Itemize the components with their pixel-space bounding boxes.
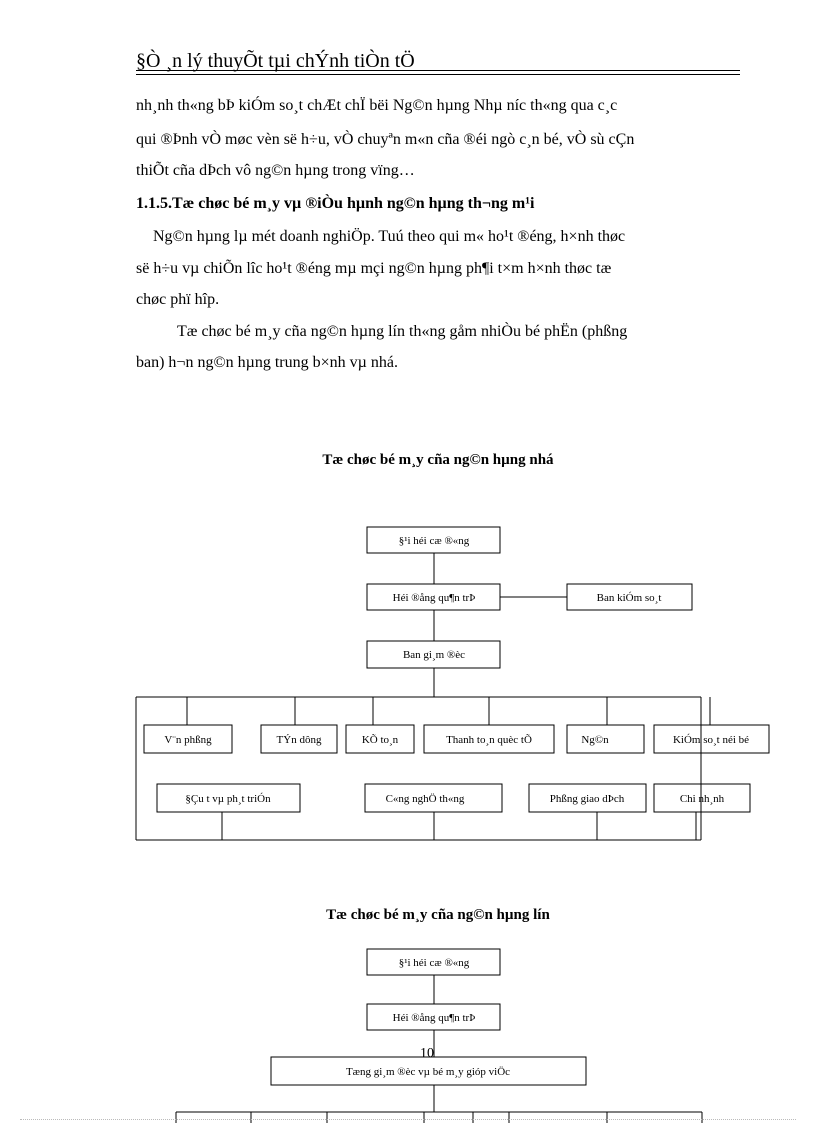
- board-box: Héi ®ång qu¶n trÞ: [392, 1012, 476, 1024]
- department-box: V¨n phßng: [164, 734, 212, 746]
- org-chart-large-title: Tæ chøc bé m¸y cña ng©n hµng lín: [326, 907, 550, 923]
- board-box: Héi ®ång qu¶n trÞ: [392, 592, 476, 604]
- body-line: nh¸nh th«ng bÞ kiÓm so¸t chÆt chÏ bëi Ng©n hµng Nhµ níc th«ng qua c¸c: [136, 97, 618, 114]
- department-box: C«ng nghÖ th«ng: [385, 793, 465, 805]
- page-bottom-border: [20, 1119, 796, 1120]
- department-box: KÕ to¸n: [361, 734, 399, 746]
- department-box: Phßng giao dÞch: [549, 793, 625, 805]
- paragraph-line: ban) h¬n ng©n hµng trung b×nh vµ nhá.: [136, 354, 398, 371]
- department-box: Chi nh¸nh: [679, 793, 725, 805]
- shareholders-box: §¹i héi cæ ®«ng: [398, 957, 470, 969]
- department-box: §Çu t vµ ph¸t triÓn: [185, 793, 271, 805]
- paragraph-line: Tæ chøc bé m¸y cña ng©n hµng lín th«ng gåm nhiÒu bé phËn (phßng: [177, 323, 628, 340]
- body-line: qui ®Þnh vÒ møc vèn së h÷u, vÒ chuyªn m«n cña ®éi ngò c¸n bé, vÒ sù cÇn: [136, 131, 635, 148]
- general-director-box: Tæng gi¸m ®èc vµ bé m¸y gióp viÖc: [345, 1066, 511, 1078]
- department-box: KiÓm so¸t néi bé: [672, 734, 750, 746]
- supervisory-board-box: Ban kiÓm so¸t: [596, 592, 662, 604]
- department-box: TÝn dông: [276, 734, 322, 746]
- paragraph-line: së h÷u vµ chiÕn lîc ho¹t ®éng mµ mçi ng©n hµng ph¶i t×m h×nh thøc tæ: [136, 260, 612, 277]
- page-number: 10: [420, 1046, 434, 1061]
- paragraph-line: Ng©n hµng lµ mét doanh nghiÖp. Tuú theo qui m« ho¹t ®éng, h×nh thøc: [153, 228, 626, 245]
- section-heading: 1.1.5.Tæ chøc bé m¸y vµ ®iÒu hµnh ng©n hµng th¬ng m¹i: [136, 195, 535, 212]
- directors-box: Ban gi¸m ®èc: [402, 649, 466, 661]
- department-box: Thanh to¸n quèc tÕ: [446, 734, 532, 746]
- page-header-title: §Ò ¸n lý thuyÕt tµi chÝnh tiÒn tÖ: [136, 50, 415, 72]
- paragraph-line: chøc phï hîp.: [136, 291, 220, 308]
- department-box: Ng©n: [581, 734, 609, 746]
- org-chart-small-title: Tæ chøc bé m¸y cña ng©n hµng nhá: [322, 452, 554, 468]
- shareholders-box: §¹i héi cæ ®«ng: [398, 535, 470, 547]
- body-line: thiÕt cña dÞch vô ng©n hµng trong vïng…: [136, 162, 415, 179]
